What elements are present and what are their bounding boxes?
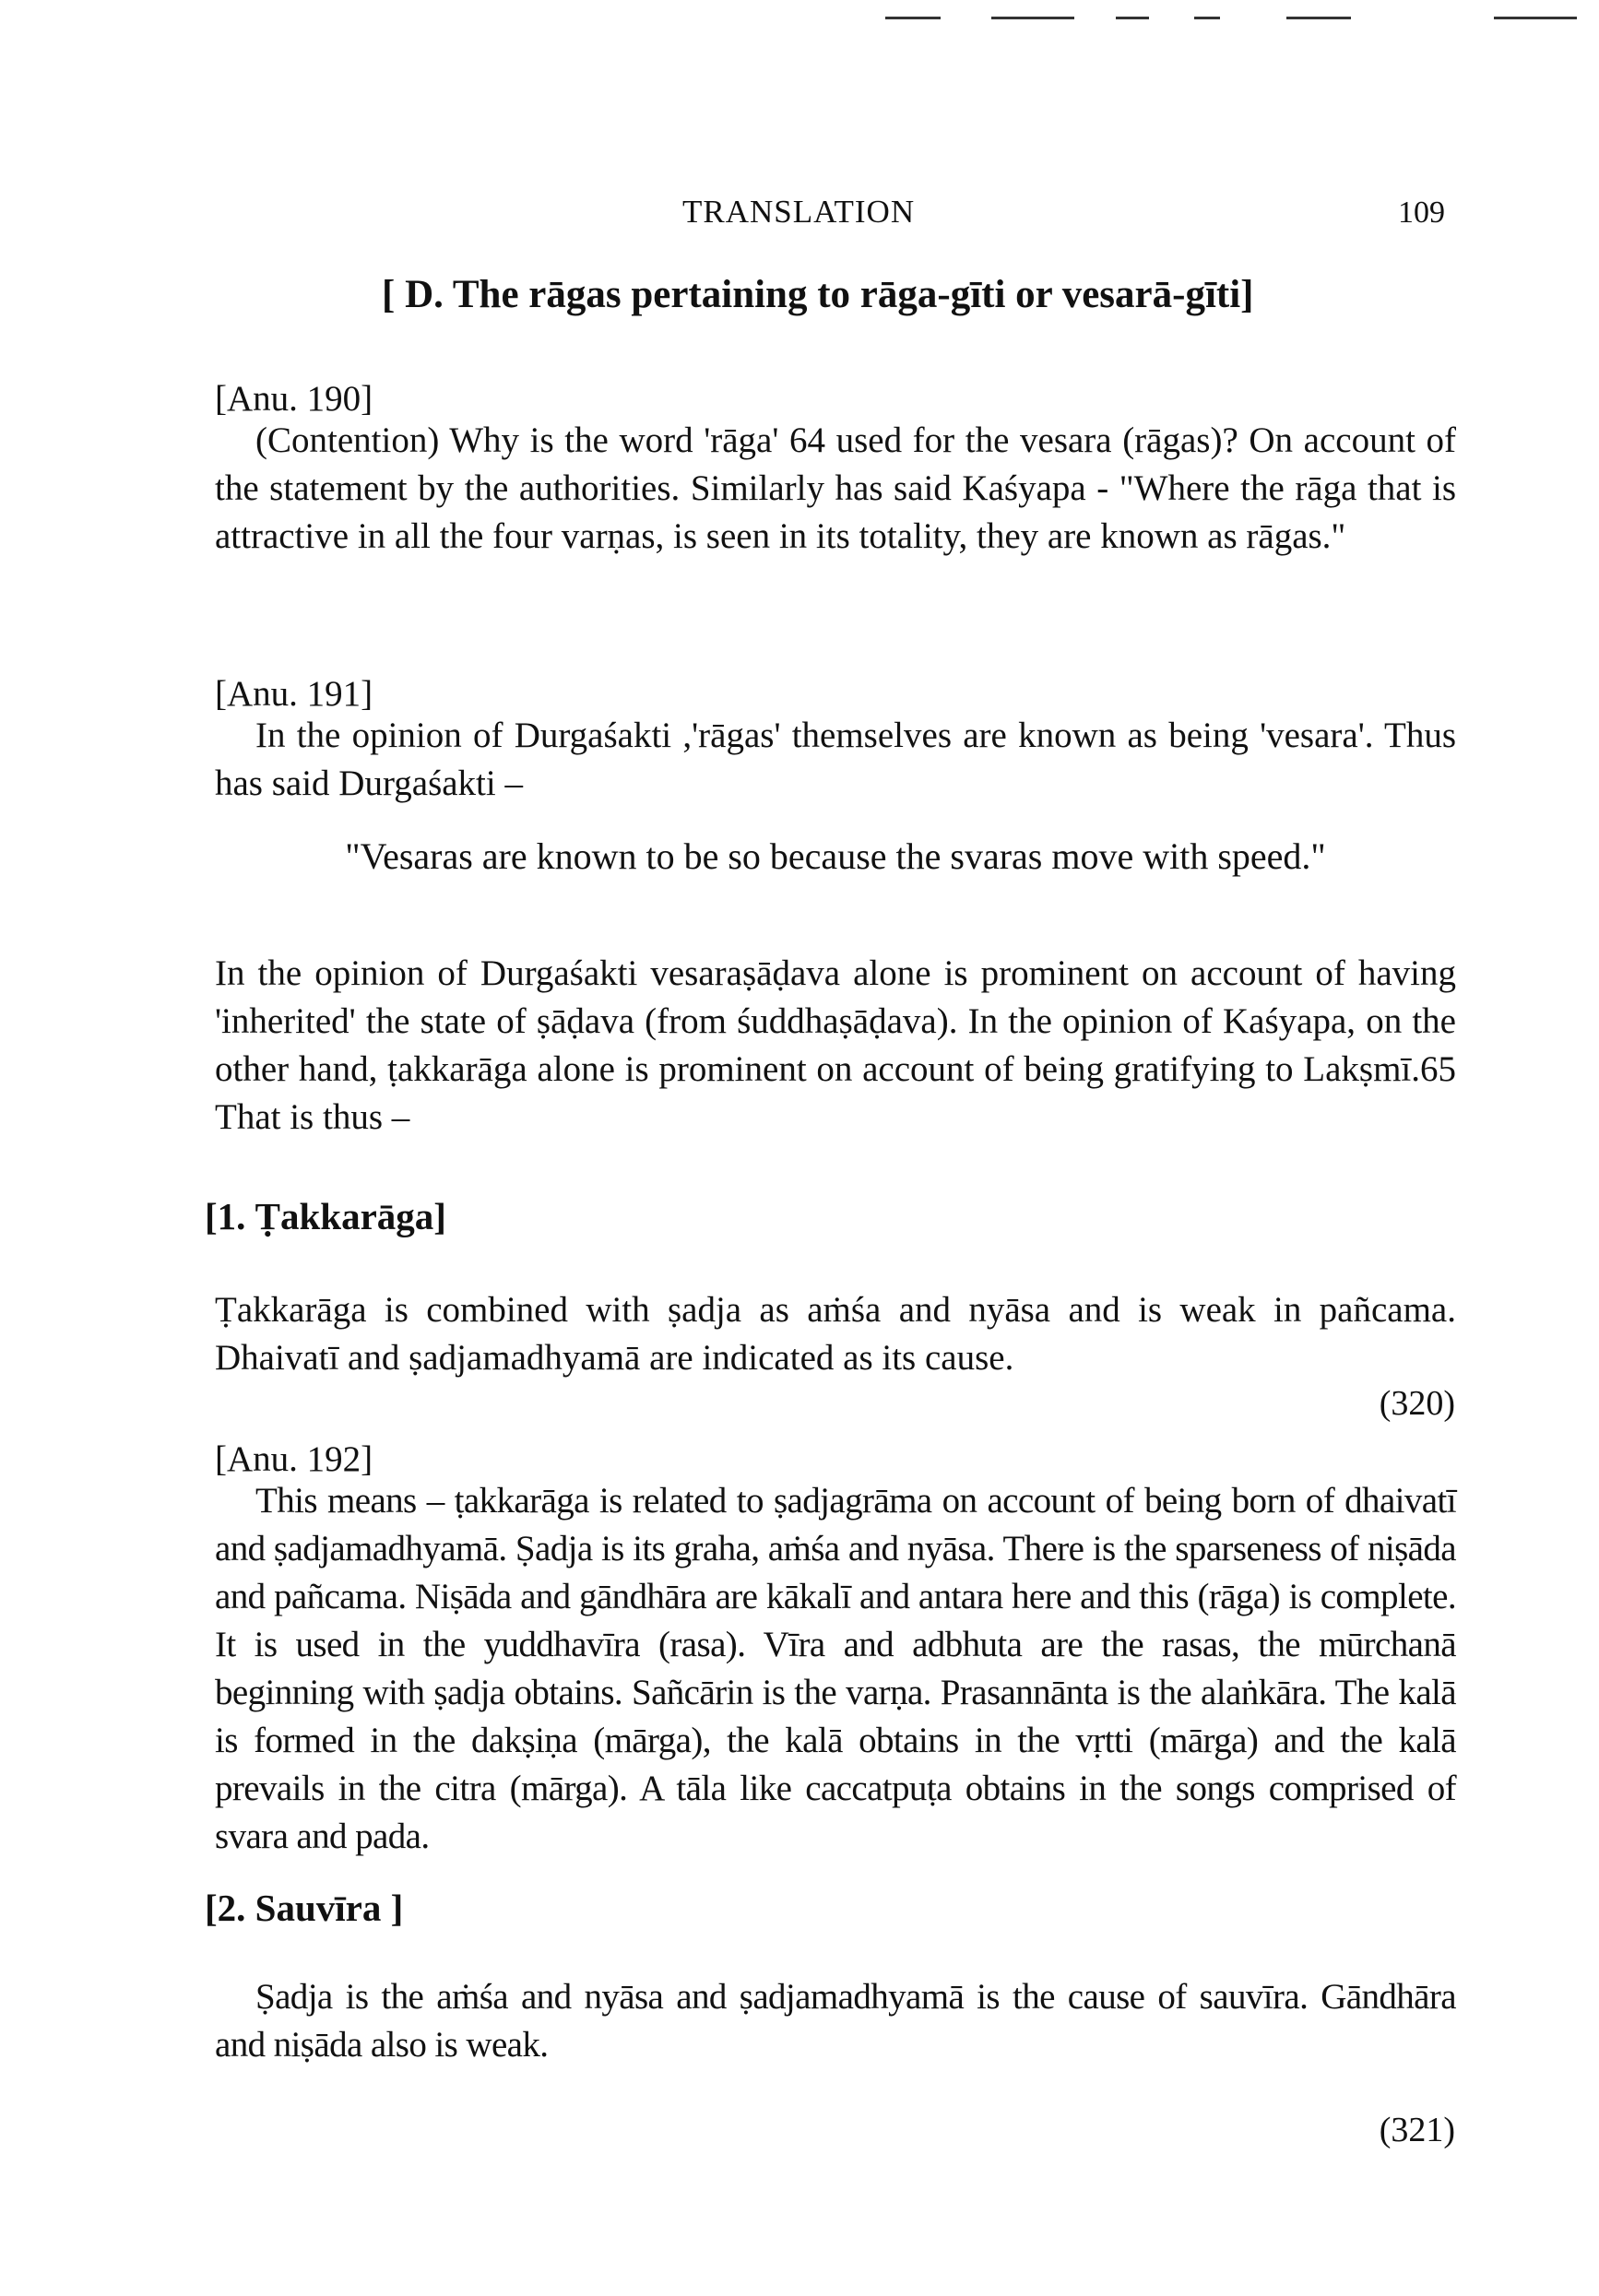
anu-191-label: [Anu. 191] <box>215 674 373 714</box>
scan-artifact <box>1116 17 1149 19</box>
section-title: [ D. The rāgas pertaining to rāga-gīti or vesarā-gīti] <box>382 273 1254 316</box>
verse-320-text: Ṭakkarāga is combined with ṣadja as aṁśa and nyāsa and is weak in pañcama. Dhaivatī and ṣadjamadhyamā are indicated as its cause. <box>215 1290 1456 1378</box>
anu-192-text: This means – ṭakkarāga is related to ṣadjagrāma on account of being born of dhaivatī and ṣadjamadhyamā. Ṣadja is its graha, aṁśa and nyāsa. There is the sparseness of niṣāda and pañcama. Niṣāda and gāndhāra are kākalī and antara here and this (rāga) is complete. It is used in the yuddhavīra (rasa). Vīra and adbhuta are the rasas, the mūrchanā beginning with ṣadja obtains. Sañcārin is the varṇa. Prasannānta is the alaṅkāra. The kalā is formed in the dakṣiṇa (mārga), the kalā obtains in the vṛtti (mārga) and the kalā prevails in the citra (mārga). A tāla like caccatpuṭa obtains in the songs comprised of svara and pada. <box>215 1481 1456 1856</box>
scan-artifact <box>1286 17 1351 19</box>
verse-321-text: Ṣadja is the aṁśa and nyāsa and ṣadjamadhyamā is the cause of sauvīra. Gāndhāra and niṣāda also is weak. <box>215 1977 1456 2065</box>
scan-artifact <box>1494 17 1577 19</box>
anu-192-label: [Anu. 192] <box>215 1439 373 1479</box>
anu-190-text: (Contention) Why is the word 'rāga' 64 used for the vesara (rāgas)? On account of the statement by the authorities. Similarly has said Kaśyapa - "Where the rāga that is attractive in all the four varṇas, is seen in its totality, they are known as rāgas." <box>215 420 1456 556</box>
heading-sauvira: [2. Sauvīra ] <box>205 1887 404 1929</box>
anu-190-label: [Anu. 190] <box>215 379 373 419</box>
scan-artifact <box>991 17 1074 19</box>
scan-artifact <box>885 17 941 19</box>
quotation: "Vesaras are known to be so because the svaras move with speed." <box>345 835 1326 877</box>
verse-number-320: (320) <box>1379 1384 1455 1423</box>
scan-artifact <box>1194 17 1220 19</box>
running-title: TRANSLATION <box>682 194 916 230</box>
verse-number-321: (321) <box>1379 2111 1455 2149</box>
paragraph-durgasakti: In the opinion of Durgaśakti vesaraṣāḍava alone is prominent on account of having 'inherited' the state of ṣāḍava (from śuddhaṣāḍava). In the opinion of Kaśyapa, on the other hand, ṭakkarāga alone is prominent on account of being gratifying to Lakṣmī.65 That is thus – <box>215 953 1456 1137</box>
heading-takkaraga: [1. Ṭakkarāga] <box>205 1195 446 1237</box>
page-number: 109 <box>1398 195 1445 230</box>
anu-191-text: In the opinion of Durgaśakti ,'rāgas' themselves are known as being 'vesara'. Thus has said Durgaśakti – <box>215 716 1456 803</box>
